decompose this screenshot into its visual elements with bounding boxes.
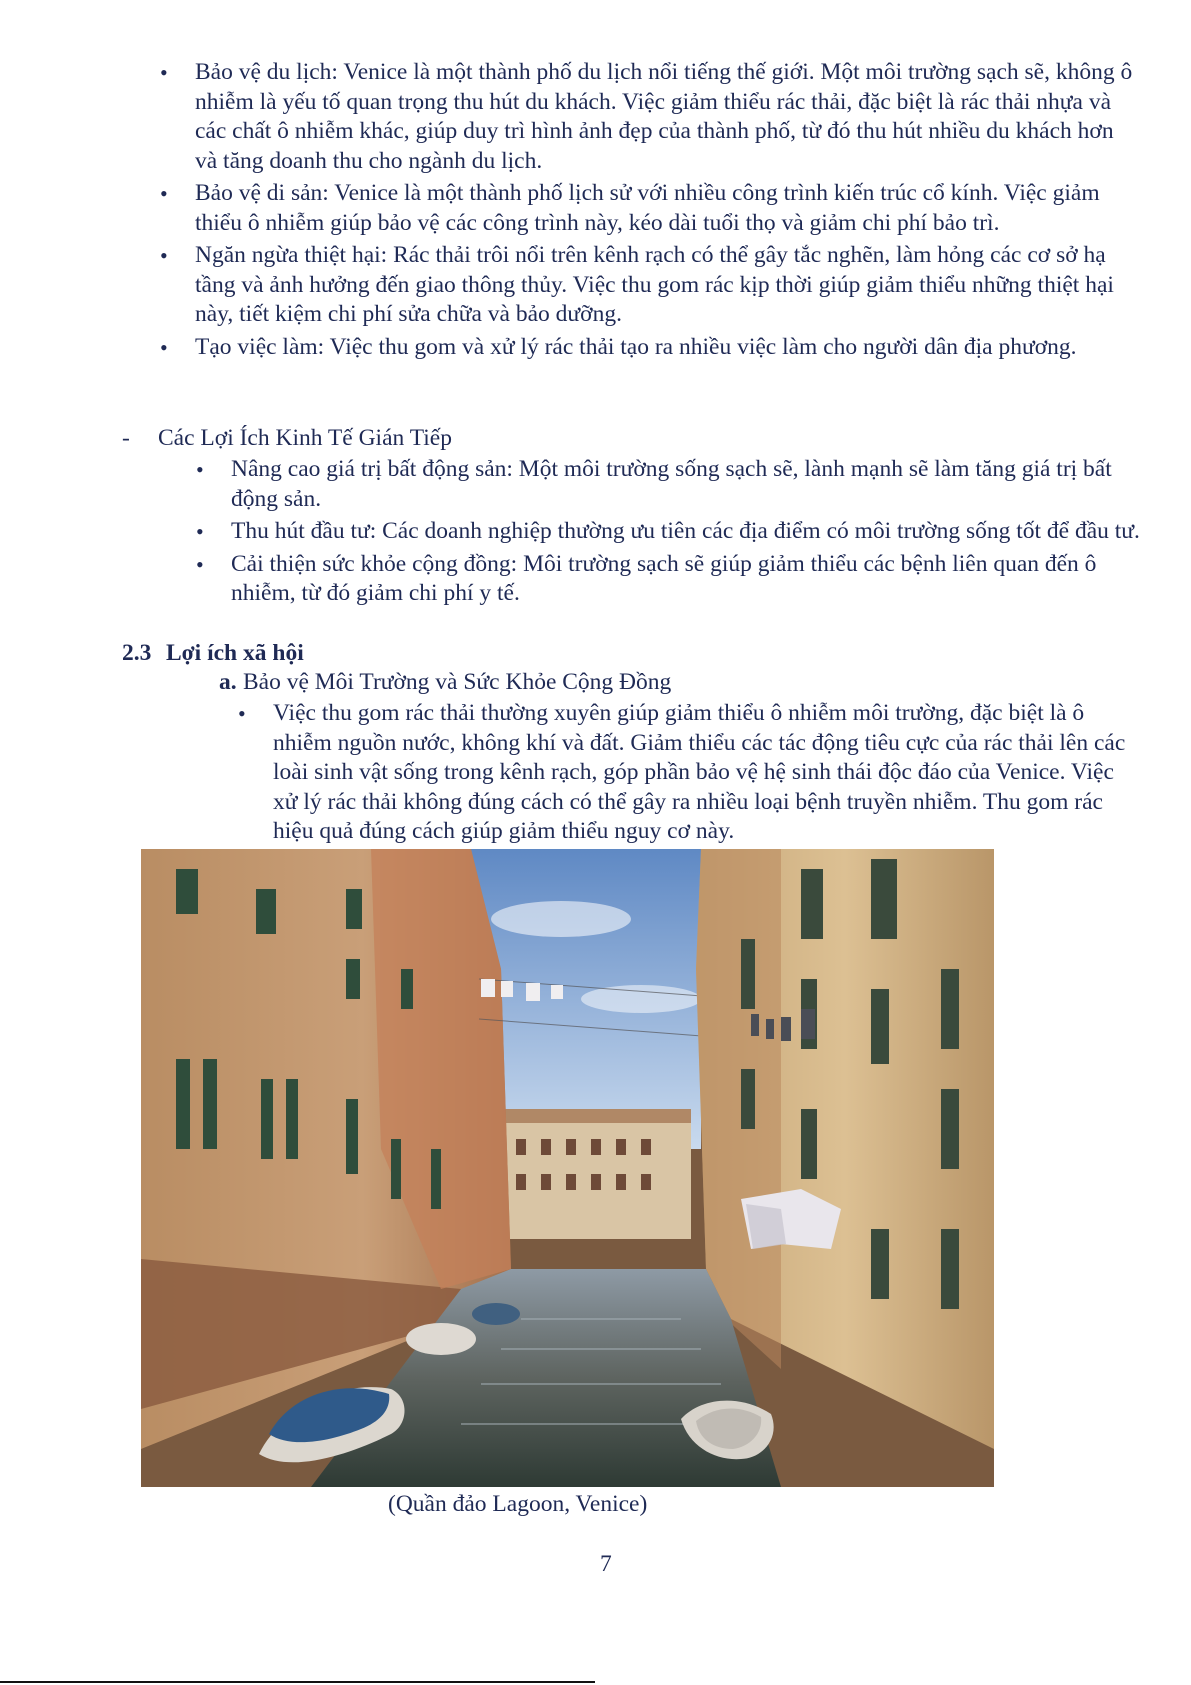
social-benefits-list bbox=[238, 699, 1138, 850]
list-item: • Nâng cao giá trị bất động sản: Một môi trường sống sạch sẽ, lành mạnh sẽ làm tăng giá trị bất động sản. bbox=[196, 455, 1141, 514]
section-heading bbox=[122, 639, 304, 669]
venice-canal-photo bbox=[141, 849, 994, 1487]
section-title: Lợi ích xã hội bbox=[166, 640, 304, 666]
figure-caption: (Quần đảo Lagoon, Venice) bbox=[388, 1491, 648, 1517]
list-item: • Tạo việc làm: Việc thu gom và xử lý rác thải tạo ra nhiều việc làm cho người dân địa phương. bbox=[160, 333, 1140, 363]
section-number: 2.3 bbox=[122, 640, 152, 666]
list-item: • Cải thiện sức khỏe cộng đồng: Môi trường sạch sẽ giúp giảm thiểu các bệnh liên quan đến ô nhiễm, từ đó giảm chi phí y tế. bbox=[196, 550, 1141, 609]
footer-rule bbox=[0, 1681, 595, 1683]
dash-marker: - bbox=[122, 425, 130, 451]
indirect-benefits-title: Các Lợi Ích Kinh Tế Gián Tiếp bbox=[158, 425, 452, 451]
subsection-letter: a. bbox=[219, 669, 237, 695]
list-item: • Bảo vệ du lịch: Venice là một thành phố du lịch nổi tiếng thế giới. Một môi trường sạch sẽ, không ô nhiễm là yếu tố quan trọng thu hút du khách. Việc giảm thiểu rác thải, đặc biệt là rác thải nhựa và các chất ô nhiễm khác, giúp duy trì hình ảnh đẹp của thành phố, từ đó thu hút nhiều du khách hơn và tăng doanh thu cho ngành du lịch. bbox=[160, 58, 1140, 176]
indirect-benefits-heading bbox=[122, 424, 1022, 454]
list-item: • Thu hút đầu tư: Các doanh nghiệp thường ưu tiên các địa điểm có môi trường sống tốt để đầu tư. bbox=[196, 517, 1141, 547]
subsection-heading bbox=[219, 668, 671, 698]
subsection-title: Bảo vệ Môi Trường và Sức Khỏe Cộng Đồng bbox=[243, 669, 672, 695]
indirect-benefits-list bbox=[196, 455, 1141, 612]
economic-benefits-list bbox=[160, 58, 1140, 365]
list-item: • Ngăn ngừa thiệt hại: Rác thải trôi nổi trên kênh rạch có thể gây tắc nghẽn, làm hỏng các cơ sở hạ tầng và ảnh hưởng đến giao thông thủy. Việc thu gom rác kịp thời giúp giảm thiểu những thiệt hại này, tiết kiệm chi phí sửa chữa và bảo dưỡng. bbox=[160, 241, 1140, 330]
list-item: • Việc thu gom rác thải thường xuyên giúp giảm thiểu ô nhiễm môi trường, đặc biệt là ô nhiễm nguồn nước, không khí và đất. Giảm thiểu các tác động tiêu cực của rác thải lên các loài sinh vật sống trong kênh rạch, góp phần bảo vệ hệ sinh thái độc đáo của Venice. Việc xử lý rác thải không đúng cách có thể gây ra nhiều loại bệnh truyền nhiễm. Thu gom rác hiệu quả đúng cách giúp giảm thiểu nguy cơ này. bbox=[238, 699, 1138, 847]
page-number: 7 bbox=[600, 1551, 612, 1577]
list-item: • Bảo vệ di sản: Venice là một thành phố lịch sử với nhiều công trình kiến trúc cổ kính. Việc giảm thiểu ô nhiễm giúp bảo vệ các công trình này, kéo dài tuổi thọ và giảm chi phí bảo trì. bbox=[160, 179, 1140, 238]
